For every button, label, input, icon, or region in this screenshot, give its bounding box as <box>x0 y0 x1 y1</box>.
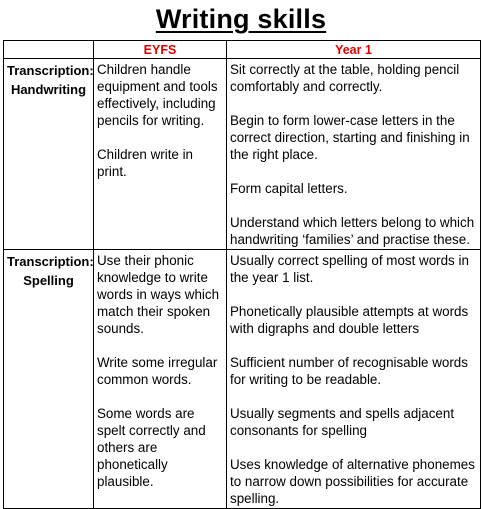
table-row-spelling <box>4 250 481 509</box>
row-label-line1: Transcription: <box>7 254 94 269</box>
row-label-line2: Handwriting <box>10 82 87 97</box>
eyfs-item: Some words are spelt correctly and others are phonetically plausible. <box>97 406 206 489</box>
year1-item: Usually correct spelling of most words in the year 1 list. <box>230 253 469 285</box>
year1-item: Understand which letters belong to which handwriting ‘families’ and practise these. <box>230 215 475 247</box>
header-cell-empty <box>4 41 94 59</box>
table-header-row <box>4 41 481 59</box>
header-cell-year1: Year 1 <box>227 41 481 59</box>
year1-item: Sit correctly at the table, holding pencil comfortably and correctly. <box>230 62 460 94</box>
table-row-handwriting <box>4 59 481 250</box>
year1-cell-handwriting <box>227 59 481 250</box>
eyfs-item: Write some irregular common words. <box>97 355 218 387</box>
row-label-line1: Transcription: <box>7 63 94 78</box>
year1-cell-spelling <box>227 250 481 509</box>
page-title: Writing skills <box>155 4 327 34</box>
eyfs-cell-handwriting <box>94 59 227 250</box>
year1-item: Form capital letters. <box>230 181 348 196</box>
eyfs-item: Children write in print. <box>97 147 194 179</box>
row-label-spelling <box>4 250 94 509</box>
eyfs-cell-spelling <box>94 250 227 509</box>
writing-skills-table <box>3 40 481 509</box>
year1-item: Usually segments and spells adjacent consonants for spelling <box>230 406 455 438</box>
year1-item: Uses knowledge of alternative phonemes to narrow down possibilities for accurate spelling. <box>230 457 475 506</box>
row-label-handwriting <box>4 59 94 250</box>
header-cell-eyfs: EYFS <box>94 41 227 59</box>
year1-item: Begin to form lower-case letters in the correct direction, starting and finishing in the right place. <box>230 113 470 162</box>
year1-item: Sufficient number of recognisable words for writing to be readable. <box>230 355 468 387</box>
eyfs-item: Use their phonic knowledge to write words in ways which match their spoken sounds. <box>97 253 220 336</box>
row-label-line2: Spelling <box>23 273 74 288</box>
eyfs-item: Children handle equipment and tools effectively, including pencils for writing. <box>97 62 218 128</box>
year1-item: Phonetically plausible attempts at words with digraphs and double letters <box>230 304 469 336</box>
